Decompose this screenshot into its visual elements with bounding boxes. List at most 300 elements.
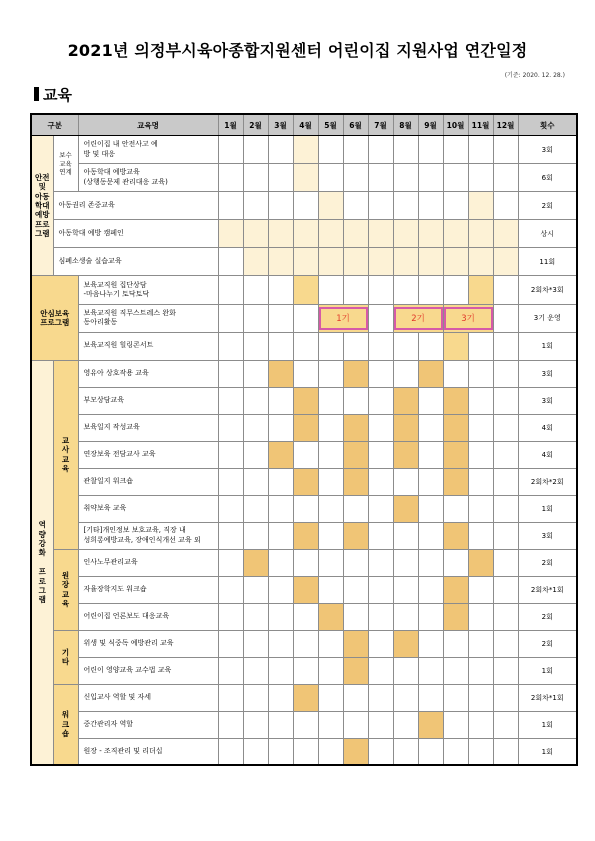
section-title: 교육	[43, 86, 72, 104]
row-count: 2회차*3회	[518, 276, 577, 304]
header-month: 2월	[243, 114, 268, 136]
month-cell	[418, 441, 443, 468]
month-cell	[418, 549, 443, 576]
month-cell	[343, 495, 368, 522]
month-cell	[468, 332, 493, 360]
month-cell	[443, 136, 468, 164]
header-month: 5월	[318, 114, 343, 136]
month-cell	[493, 468, 518, 495]
month-cell-scheduled	[268, 441, 293, 468]
month-cell	[268, 387, 293, 414]
month-cell	[468, 441, 493, 468]
row-name: 자율장학지도 워크숍	[78, 576, 218, 603]
row-count: 3회	[518, 387, 577, 414]
table-row	[31, 630, 577, 657]
month-cell-scheduled	[343, 738, 368, 765]
row-name: 아동학대 예방교육 (상행동문제 관리대응 교육)	[78, 164, 218, 192]
row-name: 어린이집 내 안전사고 예 방 및 대응	[78, 136, 218, 164]
month-cell	[393, 738, 418, 765]
category-other: 기 타	[53, 630, 78, 684]
month-cell	[318, 711, 343, 738]
month-cell	[318, 414, 343, 441]
month-cell	[218, 603, 243, 630]
row-count: 2회	[518, 630, 577, 657]
month-cell	[493, 387, 518, 414]
month-cell-scheduled	[343, 414, 368, 441]
header-count: 횟수	[518, 114, 577, 136]
month-cell	[468, 136, 493, 164]
month-cell-scheduled	[443, 220, 468, 248]
month-cell	[268, 630, 293, 657]
month-cell-scheduled	[293, 164, 318, 192]
month-cell	[418, 657, 443, 684]
category-teacher: 교 사 교 육	[53, 360, 78, 549]
row-name: 인사노무관리교육	[78, 549, 218, 576]
month-cell	[318, 136, 343, 164]
header-month: 3월	[268, 114, 293, 136]
row-name: 신입교사 역할 및 자세	[78, 684, 218, 711]
month-cell	[493, 738, 518, 765]
row-name: 보육교직원 집단상담 -마음나누기 토닥토닥	[78, 276, 218, 304]
month-cell	[393, 657, 418, 684]
month-cell	[218, 738, 243, 765]
month-cell	[218, 164, 243, 192]
month-cell-scheduled	[268, 360, 293, 387]
month-cell-scheduled	[443, 441, 468, 468]
month-cell-scheduled	[443, 468, 468, 495]
header-month: 10월	[443, 114, 468, 136]
month-cell	[418, 192, 443, 220]
month-cell	[468, 630, 493, 657]
month-cell	[368, 360, 393, 387]
row-count: 6회	[518, 164, 577, 192]
month-cell-scheduled	[418, 360, 443, 387]
month-cell	[293, 332, 318, 360]
month-cell	[243, 164, 268, 192]
month-cell	[368, 468, 393, 495]
row-count: 3회	[518, 136, 577, 164]
row-count: 2회	[518, 603, 577, 630]
table-row	[31, 549, 577, 576]
month-cell-scheduled	[343, 468, 368, 495]
month-cell-scheduled	[368, 220, 393, 248]
month-cell	[318, 495, 343, 522]
month-cell	[343, 711, 368, 738]
month-cell	[268, 522, 293, 549]
category-bosu: 보수 교육 연계	[53, 136, 78, 192]
month-cell	[243, 657, 268, 684]
month-cell-scheduled	[293, 220, 318, 248]
month-cell-scheduled	[443, 603, 468, 630]
month-cell	[368, 276, 393, 304]
month-cell	[418, 468, 443, 495]
month-cell-scheduled	[318, 248, 343, 276]
month-cell	[268, 276, 293, 304]
month-cell	[343, 576, 368, 603]
cohort-3: 3기	[443, 304, 493, 332]
month-cell	[393, 136, 418, 164]
row-name: [기타]개인정보 보호교육, 직장 내 성희롱예방교육, 장애인식개선 교육 외	[78, 522, 218, 549]
table-row	[31, 684, 577, 711]
month-cell-scheduled	[293, 248, 318, 276]
month-cell	[493, 304, 518, 332]
row-name: 취약보육 교육	[78, 495, 218, 522]
month-cell	[418, 387, 443, 414]
month-cell-scheduled	[468, 276, 493, 304]
month-cell-scheduled	[293, 414, 318, 441]
month-cell	[243, 276, 268, 304]
category-safety: 안전 및 아동학대 예방 프로그램	[31, 136, 53, 276]
month-cell-scheduled	[268, 220, 293, 248]
row-count: 2회	[518, 549, 577, 576]
month-cell	[218, 549, 243, 576]
month-cell	[468, 522, 493, 549]
month-cell	[418, 576, 443, 603]
month-cell	[418, 522, 443, 549]
row-name: 보육교직원 힐링콘서트	[78, 332, 218, 360]
month-cell	[493, 684, 518, 711]
month-cell	[468, 360, 493, 387]
table-row	[31, 276, 577, 304]
month-cell	[243, 630, 268, 657]
month-cell	[493, 441, 518, 468]
month-cell	[368, 603, 393, 630]
table-row	[31, 711, 577, 738]
month-cell	[418, 684, 443, 711]
month-cell	[343, 332, 368, 360]
month-cell-scheduled	[243, 248, 268, 276]
month-cell	[218, 332, 243, 360]
month-cell	[443, 192, 468, 220]
month-cell	[343, 603, 368, 630]
month-cell	[493, 495, 518, 522]
month-cell	[493, 711, 518, 738]
month-cell	[468, 738, 493, 765]
month-cell	[368, 164, 393, 192]
month-cell	[393, 468, 418, 495]
month-cell	[268, 549, 293, 576]
month-cell	[418, 630, 443, 657]
month-cell	[318, 657, 343, 684]
month-cell	[268, 603, 293, 630]
basis-date: (기준: 2020. 12. 28.)	[504, 72, 565, 79]
month-cell	[343, 164, 368, 192]
month-cell	[243, 360, 268, 387]
month-cell	[243, 468, 268, 495]
month-cell	[243, 414, 268, 441]
month-cell	[368, 414, 393, 441]
header-month: 9월	[418, 114, 443, 136]
month-cell	[243, 738, 268, 765]
row-name: 위생 및 식중독 예방관리 교육	[78, 630, 218, 657]
month-cell-scheduled	[218, 220, 243, 248]
month-cell	[493, 276, 518, 304]
month-cell-scheduled	[293, 522, 318, 549]
month-cell	[493, 549, 518, 576]
month-cell	[468, 684, 493, 711]
month-cell	[393, 192, 418, 220]
table-row	[31, 603, 577, 630]
month-cell-scheduled	[343, 220, 368, 248]
month-cell	[443, 657, 468, 684]
month-cell	[393, 332, 418, 360]
month-cell	[243, 387, 268, 414]
month-cell-scheduled	[493, 248, 518, 276]
month-cell-scheduled	[468, 549, 493, 576]
table-row	[31, 576, 577, 603]
month-cell-scheduled	[343, 441, 368, 468]
category-director: 원 장 교 육	[53, 549, 78, 630]
month-cell	[368, 738, 393, 765]
month-cell-scheduled	[393, 414, 418, 441]
header-month: 12월	[493, 114, 518, 136]
month-cell	[268, 136, 293, 164]
header-month: 8월	[393, 114, 418, 136]
table-row	[31, 248, 577, 276]
row-name: 어린이집 언론보도 대응교육	[78, 603, 218, 630]
month-cell	[443, 360, 468, 387]
month-cell	[268, 332, 293, 360]
month-cell	[293, 360, 318, 387]
month-cell-scheduled	[393, 495, 418, 522]
month-cell	[368, 684, 393, 711]
month-cell	[318, 576, 343, 603]
month-cell	[418, 332, 443, 360]
month-cell	[418, 414, 443, 441]
month-cell	[418, 164, 443, 192]
month-cell	[493, 192, 518, 220]
month-cell	[368, 549, 393, 576]
month-cell	[368, 576, 393, 603]
month-cell-scheduled	[243, 549, 268, 576]
month-cell	[368, 522, 393, 549]
month-cell	[493, 414, 518, 441]
month-cell	[268, 657, 293, 684]
row-name: 보육일지 작성교육	[78, 414, 218, 441]
month-cell-scheduled	[393, 248, 418, 276]
month-cell	[243, 332, 268, 360]
month-cell-scheduled	[293, 468, 318, 495]
month-cell	[243, 136, 268, 164]
month-cell	[393, 576, 418, 603]
month-cell	[268, 684, 293, 711]
month-cell	[468, 657, 493, 684]
month-cell-scheduled	[468, 192, 493, 220]
row-count: 4회	[518, 441, 577, 468]
month-cell	[318, 468, 343, 495]
month-cell	[268, 495, 293, 522]
month-cell	[318, 441, 343, 468]
page-title: 2021년 의정부시육아종합지원센터 어린이집 지원사업 연간일정	[67, 41, 528, 60]
month-cell	[343, 276, 368, 304]
month-cell	[368, 332, 393, 360]
row-count: 1회	[518, 495, 577, 522]
table-row	[31, 332, 577, 360]
month-cell-scheduled	[393, 630, 418, 657]
month-cell	[243, 192, 268, 220]
month-cell	[443, 495, 468, 522]
month-cell	[418, 603, 443, 630]
month-cell	[468, 576, 493, 603]
row-name: 심폐소생술 실습교육	[53, 248, 218, 276]
month-cell-scheduled	[318, 603, 343, 630]
table-row	[31, 164, 577, 192]
month-cell	[368, 495, 393, 522]
table-row	[31, 468, 577, 495]
row-count: 1회	[518, 711, 577, 738]
month-cell	[318, 522, 343, 549]
month-cell	[468, 414, 493, 441]
month-cell	[393, 603, 418, 630]
month-cell	[243, 576, 268, 603]
month-cell-scheduled	[293, 684, 318, 711]
cohort-2: 2기	[393, 304, 443, 332]
month-cell	[368, 711, 393, 738]
row-count: 상시	[518, 220, 577, 248]
month-cell-scheduled	[243, 220, 268, 248]
month-cell	[243, 495, 268, 522]
row-name: 연장보육 전담교사 교육	[78, 441, 218, 468]
section-bar	[34, 87, 39, 101]
month-cell	[243, 441, 268, 468]
month-cell	[318, 276, 343, 304]
month-cell	[493, 657, 518, 684]
month-cell	[393, 684, 418, 711]
month-cell	[493, 136, 518, 164]
month-cell	[268, 304, 293, 332]
month-cell-scheduled	[343, 657, 368, 684]
month-cell	[243, 522, 268, 549]
table-row	[31, 360, 577, 387]
month-cell	[218, 360, 243, 387]
month-cell	[393, 711, 418, 738]
month-cell	[268, 468, 293, 495]
month-cell	[318, 360, 343, 387]
row-name: 부모상담교육	[78, 387, 218, 414]
month-cell-scheduled	[368, 248, 393, 276]
month-cell	[268, 738, 293, 765]
month-cell	[293, 630, 318, 657]
month-cell	[218, 468, 243, 495]
table-row	[31, 738, 577, 765]
row-count: 3회	[518, 360, 577, 387]
month-cell	[293, 192, 318, 220]
month-cell	[368, 630, 393, 657]
month-cell	[418, 136, 443, 164]
month-cell	[268, 576, 293, 603]
month-cell	[393, 276, 418, 304]
month-cell	[343, 192, 368, 220]
row-name: 어린이 영양교육 교수법 교육	[78, 657, 218, 684]
month-cell	[218, 304, 243, 332]
month-cell-scheduled	[293, 136, 318, 164]
table-row	[31, 522, 577, 549]
month-cell	[443, 711, 468, 738]
month-cell	[393, 360, 418, 387]
month-cell-scheduled	[443, 522, 468, 549]
month-cell-scheduled	[343, 522, 368, 549]
month-cell	[318, 738, 343, 765]
month-cell-scheduled	[293, 387, 318, 414]
month-cell	[293, 738, 318, 765]
schedule-table	[30, 113, 578, 766]
month-cell	[493, 360, 518, 387]
month-cell-scheduled	[318, 192, 343, 220]
category-workshop: 워 크 숍	[53, 684, 78, 765]
header-name: 교육명	[78, 114, 218, 136]
month-cell	[343, 684, 368, 711]
month-cell	[493, 522, 518, 549]
table-row	[31, 441, 577, 468]
month-cell	[318, 549, 343, 576]
month-cell	[343, 387, 368, 414]
month-cell	[293, 657, 318, 684]
table-row	[31, 495, 577, 522]
month-cell	[218, 387, 243, 414]
month-cell	[218, 441, 243, 468]
row-name: 영유아 상호작용 교육	[78, 360, 218, 387]
month-cell	[293, 304, 318, 332]
month-cell	[218, 630, 243, 657]
month-cell	[418, 276, 443, 304]
month-cell	[218, 684, 243, 711]
month-cell-scheduled	[393, 220, 418, 248]
month-cell-scheduled	[443, 248, 468, 276]
month-cell	[218, 495, 243, 522]
row-name: 아동학대 예방 캠페인	[53, 220, 218, 248]
month-cell	[268, 414, 293, 441]
month-cell-scheduled	[443, 387, 468, 414]
month-cell	[343, 136, 368, 164]
month-cell-scheduled	[418, 248, 443, 276]
month-cell	[293, 549, 318, 576]
month-cell	[393, 164, 418, 192]
month-cell	[443, 738, 468, 765]
month-cell-scheduled	[293, 576, 318, 603]
month-cell	[343, 549, 368, 576]
month-cell-scheduled	[318, 220, 343, 248]
table-row	[31, 136, 577, 164]
month-cell	[493, 332, 518, 360]
month-cell-scheduled	[443, 332, 468, 360]
month-cell	[443, 684, 468, 711]
month-cell	[268, 164, 293, 192]
header-month: 4월	[293, 114, 318, 136]
month-cell	[318, 684, 343, 711]
row-name: 중간관리자 역할	[78, 711, 218, 738]
month-cell	[493, 164, 518, 192]
month-cell	[243, 603, 268, 630]
month-cell	[468, 468, 493, 495]
month-cell	[293, 603, 318, 630]
table-row	[31, 304, 577, 332]
row-count: 3회	[518, 522, 577, 549]
month-cell	[368, 136, 393, 164]
month-cell	[268, 711, 293, 738]
month-cell	[468, 603, 493, 630]
month-cell	[318, 387, 343, 414]
category-yeokryang: 역 량 강 화 프 로 그 램	[31, 360, 53, 765]
month-cell	[218, 576, 243, 603]
month-cell	[293, 711, 318, 738]
month-cell	[393, 522, 418, 549]
row-count: 2회차*2회	[518, 468, 577, 495]
header-month: 6월	[343, 114, 368, 136]
month-cell	[493, 576, 518, 603]
month-cell-scheduled	[443, 414, 468, 441]
month-cell	[468, 495, 493, 522]
month-cell	[243, 304, 268, 332]
